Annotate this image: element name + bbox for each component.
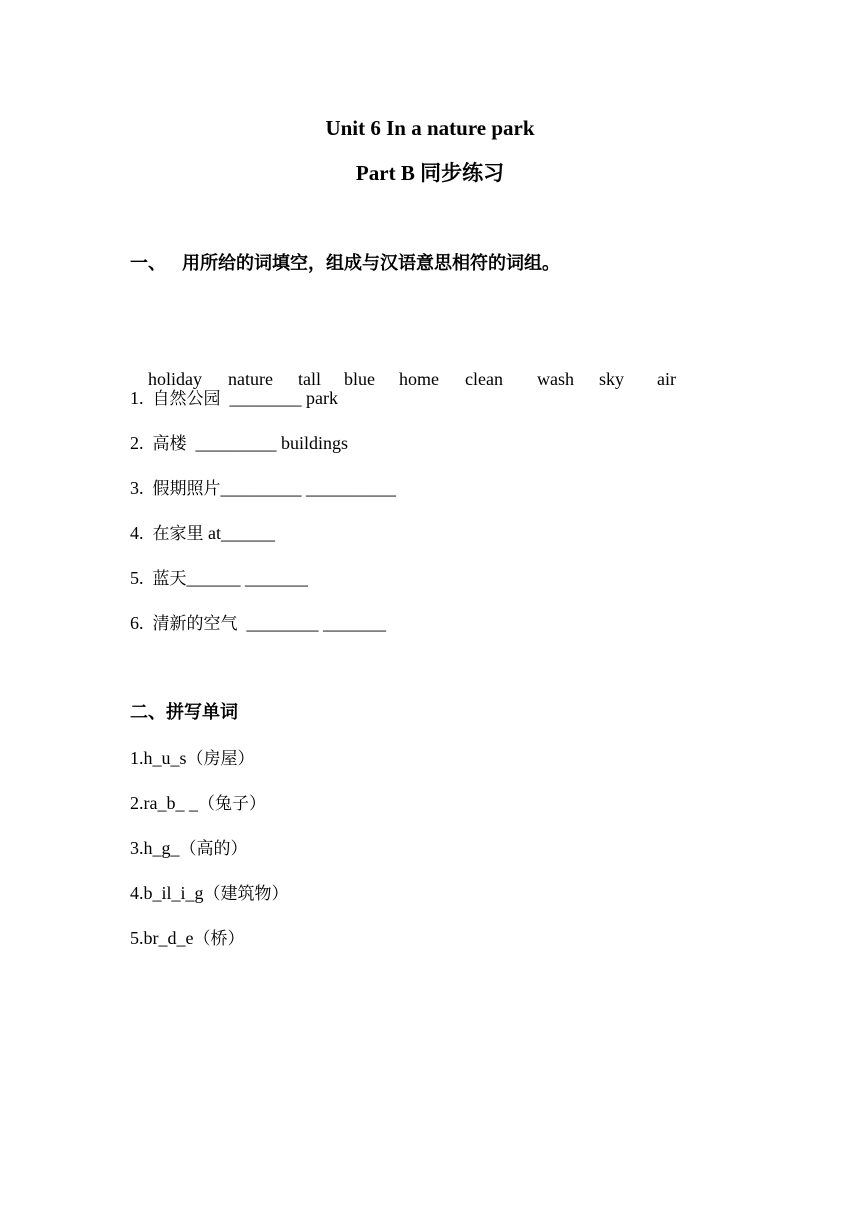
section-1-number: 一、 bbox=[130, 253, 166, 274]
word-bank-item: holiday bbox=[148, 369, 202, 389]
item-number: 5. bbox=[130, 568, 144, 588]
exercise-1-item bbox=[130, 430, 348, 457]
item-chinese: 清新的空气 bbox=[152, 614, 238, 634]
exercise-1-item bbox=[130, 610, 386, 637]
spelling-item bbox=[130, 880, 289, 907]
item-chinese: 假期照片 bbox=[152, 479, 221, 499]
item-blank: ________ park bbox=[220, 388, 338, 408]
spelling-hint: （兔子） bbox=[197, 794, 266, 814]
item-number: 1. bbox=[130, 388, 144, 408]
section-1-heading bbox=[130, 251, 560, 277]
item-blank: ________ _______ bbox=[237, 613, 386, 633]
item-chinese: 自然公园 bbox=[152, 389, 221, 409]
spelling-item bbox=[130, 790, 266, 817]
item-blank: ______ _______ bbox=[186, 568, 308, 588]
section-2-heading: 二、拼写单词 bbox=[130, 702, 238, 723]
item-number: 4. bbox=[130, 523, 144, 543]
spelling-hint: （房屋） bbox=[186, 749, 255, 769]
item-chinese: 在家里 bbox=[152, 524, 204, 544]
item-number: 3. bbox=[130, 478, 144, 498]
spelling-item bbox=[130, 925, 244, 952]
exercise-1-item bbox=[130, 520, 275, 547]
item-chinese: 蓝天 bbox=[152, 569, 187, 589]
item-blank: at______ bbox=[203, 523, 275, 543]
exercise-1-item bbox=[130, 475, 396, 502]
spelling-hint: （桥） bbox=[193, 929, 245, 949]
word-bank-item: blue bbox=[344, 369, 375, 389]
spelling-word: 3.h_g_ bbox=[130, 838, 180, 858]
document-subtitle: Part B 同步练习 bbox=[355, 161, 505, 185]
document-title: Unit 6 In a nature park bbox=[325, 116, 535, 140]
item-number: 2. bbox=[130, 433, 144, 453]
word-bank-item: tall bbox=[298, 369, 321, 389]
word-bank-item: home bbox=[399, 369, 439, 389]
spelling-hint: （建筑物） bbox=[203, 884, 289, 904]
exercise-1-item bbox=[130, 385, 338, 412]
item-blank: _________ buildings bbox=[186, 433, 349, 453]
word-bank-item: clean bbox=[465, 369, 503, 389]
spelling-item bbox=[130, 745, 255, 772]
word-bank-item: air bbox=[657, 369, 676, 389]
spelling-word: 4.b_il_i_g bbox=[130, 883, 204, 903]
word-bank-item: sky bbox=[599, 369, 625, 389]
spelling-item bbox=[130, 835, 248, 862]
item-chinese: 高楼 bbox=[152, 434, 187, 454]
word-bank-item: nature bbox=[228, 369, 273, 389]
spelling-word: 5.br_d_e bbox=[130, 928, 194, 948]
section-1-instruction: 用所给的词填空，组成与汉语意思相符的词组。 bbox=[182, 253, 560, 274]
item-blank: _________ __________ bbox=[220, 478, 396, 498]
spelling-word: 2.ra_b_ _ bbox=[130, 793, 198, 813]
item-number: 6. bbox=[130, 613, 144, 633]
spelling-hint: （高的） bbox=[179, 839, 248, 859]
exercise-1-item bbox=[130, 565, 308, 592]
spelling-word: 1.h_u_s bbox=[130, 748, 187, 768]
word-bank-item: wash bbox=[537, 369, 574, 389]
